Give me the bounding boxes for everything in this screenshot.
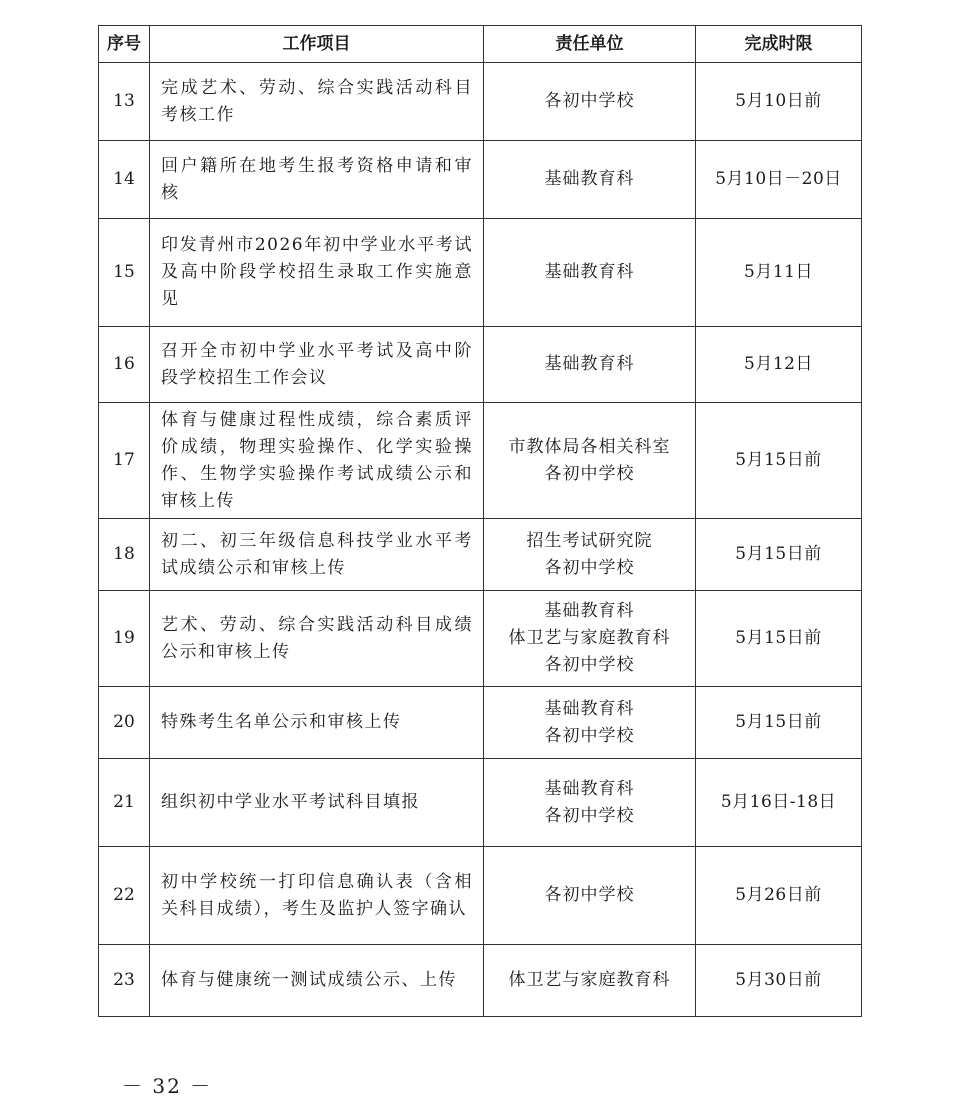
table-body — [99, 63, 862, 1017]
cell-no: 19 — [99, 591, 150, 687]
unit-line: 各初中学校 — [544, 557, 635, 578]
unit-line: 市教体局各相关科室 — [508, 436, 671, 457]
cell-unit — [484, 847, 696, 945]
cell-unit — [484, 687, 696, 759]
header-deadline: 完成时限 — [696, 26, 862, 63]
cell-unit — [484, 759, 696, 847]
cell-no: 13 — [99, 63, 150, 141]
cell-no: 20 — [99, 687, 150, 759]
cell-no: 16 — [99, 327, 150, 403]
table-row — [99, 141, 862, 219]
cell-deadline: 5月10日前 — [696, 63, 862, 141]
cell-no: 17 — [99, 403, 150, 519]
cell-deadline: 5月15日前 — [696, 519, 862, 591]
table-row — [99, 327, 862, 403]
cell-item: 回户籍所在地考生报考资格申请和审核 — [150, 141, 484, 219]
cell-deadline: 5月26日前 — [696, 847, 862, 945]
unit-line: 基础教育科 — [544, 262, 635, 282]
table-row — [99, 219, 862, 327]
table-row — [99, 847, 862, 945]
cell-item: 召开全市初中学业水平考试及高中阶段学校招生工作会议 — [150, 327, 484, 403]
cell-item: 体育与健康统一测试成绩公示、上传 — [150, 945, 484, 1017]
unit-line: 各初中学校 — [544, 725, 635, 746]
unit-line: 各初中学校 — [544, 885, 635, 905]
cell-no: 15 — [99, 219, 150, 327]
unit-line: 基础教育科 — [544, 698, 635, 719]
header-unit: 责任单位 — [484, 26, 696, 63]
table-row — [99, 591, 862, 687]
unit-line: 招生考试研究院 — [526, 530, 653, 551]
cell-unit — [484, 63, 696, 141]
cell-no: 23 — [99, 945, 150, 1017]
cell-deadline: 5月15日前 — [696, 403, 862, 519]
cell-item: 印发青州市2026年初中学业水平考试及高中阶段学校招生录取工作实施意见 — [150, 219, 484, 327]
table-row — [99, 687, 862, 759]
cell-unit — [484, 219, 696, 327]
table-row — [99, 945, 862, 1017]
cell-deadline: 5月12日 — [696, 327, 862, 403]
cell-item: 完成艺术、劳动、综合实践活动科目考核工作 — [150, 63, 484, 141]
cell-item: 特殊考生名单公示和审核上传 — [150, 687, 484, 759]
table-row — [99, 63, 862, 141]
cell-unit — [484, 519, 696, 591]
unit-line: 基础教育科 — [544, 601, 635, 621]
cell-no: 22 — [99, 847, 150, 945]
table-header-row — [99, 26, 862, 63]
cell-item: 体育与健康过程性成绩，综合素质评价成绩，物理实验操作、化学实验操作、生物学实验操作考试成绩公示和审核上传 — [150, 403, 484, 519]
cell-unit — [484, 403, 696, 519]
unit-line: 各初中学校 — [544, 805, 635, 826]
cell-unit — [484, 141, 696, 219]
cell-deadline: 5月30日前 — [696, 945, 862, 1017]
unit-line: 体卫艺与家庭教育科 — [508, 970, 671, 990]
cell-item: 组织初中学业水平考试科目填报 — [150, 759, 484, 847]
cell-unit — [484, 327, 696, 403]
unit-line: 各初中学校 — [544, 655, 635, 675]
schedule-table — [98, 25, 862, 1017]
cell-unit — [484, 591, 696, 687]
unit-line: 基础教育科 — [544, 354, 635, 374]
cell-deadline: 5月11日 — [696, 219, 862, 327]
cell-item: 初中学校统一打印信息确认表（含相关科目成绩），考生及监护人签字确认 — [150, 847, 484, 945]
header-no: 序号 — [99, 26, 150, 63]
unit-line: 体卫艺与家庭教育科 — [508, 628, 671, 648]
schedule-table-container — [98, 25, 861, 1017]
unit-line: 各初中学校 — [544, 91, 635, 111]
cell-item: 初二、初三年级信息科技学业水平考试成绩公示和审核上传 — [150, 519, 484, 591]
unit-line: 基础教育科 — [544, 778, 635, 799]
table-row — [99, 519, 862, 591]
cell-unit — [484, 945, 696, 1017]
cell-deadline: 5月10日－20日 — [696, 141, 862, 219]
cell-no: 18 — [99, 519, 150, 591]
cell-deadline: 5月16日-18日 — [696, 759, 862, 847]
cell-item: 艺术、劳动、综合实践活动科目成绩公示和审核上传 — [150, 591, 484, 687]
cell-deadline: 5月15日前 — [696, 687, 862, 759]
table-row — [99, 403, 862, 519]
unit-line: 基础教育科 — [544, 169, 635, 189]
cell-no: 14 — [99, 141, 150, 219]
cell-deadline: 5月15日前 — [696, 591, 862, 687]
cell-no: 21 — [99, 759, 150, 847]
header-item: 工作项目 — [150, 26, 484, 63]
page-number: － 32 － — [122, 1074, 213, 1098]
table-row — [99, 759, 862, 847]
unit-line: 各初中学校 — [544, 463, 635, 484]
